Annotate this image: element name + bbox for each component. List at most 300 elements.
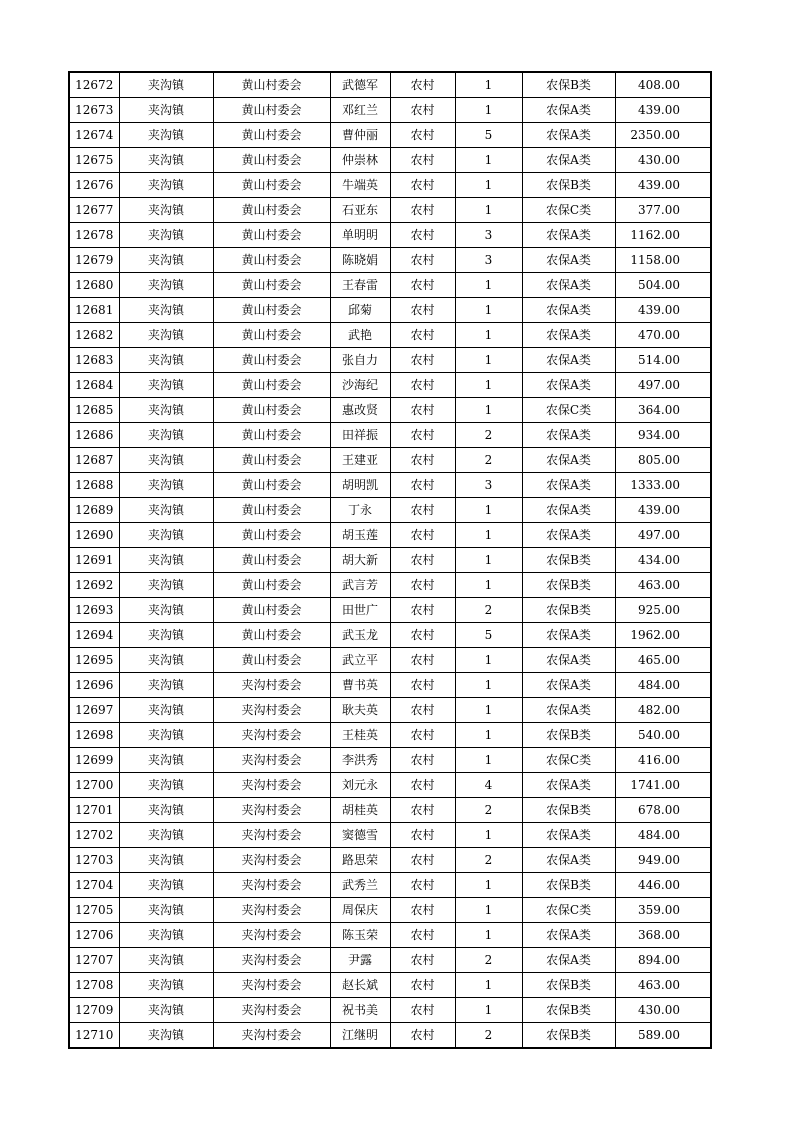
- household-count-cell: 1: [455, 573, 522, 598]
- row-id-cell: 12672: [69, 72, 119, 98]
- row-id-cell: 12676: [69, 173, 119, 198]
- town-cell: 夹沟镇: [119, 873, 213, 898]
- row-id-cell: 12691: [69, 548, 119, 573]
- insurance-category-cell: 农保A类: [522, 648, 615, 673]
- row-id-cell: 12702: [69, 823, 119, 848]
- household-count-cell: 5: [455, 123, 522, 148]
- town-cell: 夹沟镇: [119, 273, 213, 298]
- household-count-cell: 2: [455, 423, 522, 448]
- town-cell: 夹沟镇: [119, 123, 213, 148]
- village-committee-cell: 黄山村委会: [213, 273, 330, 298]
- name-cell: 曹仲丽: [330, 123, 390, 148]
- row-id-cell: 12699: [69, 748, 119, 773]
- town-cell: 夹沟镇: [119, 973, 213, 998]
- name-cell: 丁永: [330, 498, 390, 523]
- town-cell: 夹沟镇: [119, 923, 213, 948]
- area-type-cell: 农村: [390, 923, 455, 948]
- insurance-category-cell: 农保C类: [522, 198, 615, 223]
- name-cell: 耿夫英: [330, 698, 390, 723]
- household-count-cell: 4: [455, 773, 522, 798]
- area-type-cell: 农村: [390, 748, 455, 773]
- town-cell: 夹沟镇: [119, 773, 213, 798]
- name-cell: 张自力: [330, 348, 390, 373]
- name-cell: 胡大新: [330, 548, 390, 573]
- name-cell: 赵长斌: [330, 973, 390, 998]
- document-page: [68, 71, 710, 1049]
- area-type-cell: 农村: [390, 498, 455, 523]
- name-cell: 单明明: [330, 223, 390, 248]
- insurance-category-cell: 农保A类: [522, 948, 615, 973]
- town-cell: 夹沟镇: [119, 173, 213, 198]
- town-cell: 夹沟镇: [119, 698, 213, 723]
- amount-cell: 430.00: [615, 998, 711, 1023]
- household-count-cell: 3: [455, 473, 522, 498]
- town-cell: 夹沟镇: [119, 72, 213, 98]
- insurance-category-cell: 农保A类: [522, 673, 615, 698]
- table-row: [69, 698, 711, 723]
- name-cell: 武德军: [330, 72, 390, 98]
- area-type-cell: 农村: [390, 548, 455, 573]
- name-cell: 刘元永: [330, 773, 390, 798]
- amount-cell: 439.00: [615, 298, 711, 323]
- table-row: [69, 198, 711, 223]
- town-cell: 夹沟镇: [119, 548, 213, 573]
- amount-cell: 408.00: [615, 72, 711, 98]
- row-id-cell: 12687: [69, 448, 119, 473]
- amount-cell: 934.00: [615, 423, 711, 448]
- insurance-category-cell: 农保B类: [522, 173, 615, 198]
- household-count-cell: 1: [455, 548, 522, 573]
- household-count-cell: 1: [455, 498, 522, 523]
- row-id-cell: 12695: [69, 648, 119, 673]
- household-count-cell: 1: [455, 923, 522, 948]
- table-row: [69, 823, 711, 848]
- town-cell: 夹沟镇: [119, 723, 213, 748]
- table-row: [69, 98, 711, 123]
- village-committee-cell: 黄山村委会: [213, 598, 330, 623]
- table-row: [69, 273, 711, 298]
- insurance-category-cell: 农保A类: [522, 423, 615, 448]
- village-committee-cell: 夹沟村委会: [213, 898, 330, 923]
- village-committee-cell: 黄山村委会: [213, 623, 330, 648]
- household-count-cell: 3: [455, 223, 522, 248]
- village-committee-cell: 夹沟村委会: [213, 723, 330, 748]
- row-id-cell: 12685: [69, 398, 119, 423]
- town-cell: 夹沟镇: [119, 748, 213, 773]
- area-type-cell: 农村: [390, 273, 455, 298]
- table-row: [69, 748, 711, 773]
- area-type-cell: 农村: [390, 898, 455, 923]
- row-id-cell: 12708: [69, 973, 119, 998]
- row-id-cell: 12678: [69, 223, 119, 248]
- row-id-cell: 12706: [69, 923, 119, 948]
- household-count-cell: 2: [455, 948, 522, 973]
- name-cell: 仲崇林: [330, 148, 390, 173]
- table-row: [69, 123, 711, 148]
- table-row: [69, 1023, 711, 1049]
- village-committee-cell: 夹沟村委会: [213, 823, 330, 848]
- town-cell: 夹沟镇: [119, 1023, 213, 1049]
- village-committee-cell: 黄山村委会: [213, 323, 330, 348]
- village-committee-cell: 黄山村委会: [213, 523, 330, 548]
- household-count-cell: 1: [455, 323, 522, 348]
- amount-cell: 470.00: [615, 323, 711, 348]
- town-cell: 夹沟镇: [119, 473, 213, 498]
- household-count-cell: 1: [455, 898, 522, 923]
- insurance-category-cell: 农保A类: [522, 498, 615, 523]
- village-committee-cell: 黄山村委会: [213, 423, 330, 448]
- household-count-cell: 2: [455, 848, 522, 873]
- amount-cell: 484.00: [615, 673, 711, 698]
- area-type-cell: 农村: [390, 248, 455, 273]
- household-count-cell: 1: [455, 973, 522, 998]
- insurance-category-cell: 农保B类: [522, 798, 615, 823]
- table-row: [69, 473, 711, 498]
- name-cell: 田世广: [330, 598, 390, 623]
- household-count-cell: 2: [455, 448, 522, 473]
- insurance-category-cell: 农保C类: [522, 748, 615, 773]
- village-committee-cell: 夹沟村委会: [213, 998, 330, 1023]
- area-type-cell: 农村: [390, 348, 455, 373]
- table-row: [69, 623, 711, 648]
- household-count-cell: 1: [455, 348, 522, 373]
- row-id-cell: 12683: [69, 348, 119, 373]
- table-row: [69, 948, 711, 973]
- village-committee-cell: 夹沟村委会: [213, 973, 330, 998]
- village-committee-cell: 夹沟村委会: [213, 873, 330, 898]
- amount-cell: 416.00: [615, 748, 711, 773]
- name-cell: 石亚东: [330, 198, 390, 223]
- name-cell: 江继明: [330, 1023, 390, 1049]
- amount-cell: 497.00: [615, 373, 711, 398]
- village-committee-cell: 黄山村委会: [213, 398, 330, 423]
- table-row: [69, 72, 711, 98]
- amount-cell: 949.00: [615, 848, 711, 873]
- amount-cell: 463.00: [615, 973, 711, 998]
- household-count-cell: 1: [455, 298, 522, 323]
- amount-cell: 540.00: [615, 723, 711, 748]
- insurance-category-cell: 农保B类: [522, 973, 615, 998]
- town-cell: 夹沟镇: [119, 598, 213, 623]
- amount-cell: 364.00: [615, 398, 711, 423]
- amount-cell: 805.00: [615, 448, 711, 473]
- household-count-cell: 1: [455, 72, 522, 98]
- household-count-cell: 1: [455, 823, 522, 848]
- table-row: [69, 298, 711, 323]
- amount-cell: 439.00: [615, 173, 711, 198]
- insurance-category-cell: 农保A类: [522, 773, 615, 798]
- name-cell: 路思荣: [330, 848, 390, 873]
- table-row: [69, 398, 711, 423]
- row-id-cell: 12701: [69, 798, 119, 823]
- amount-cell: 359.00: [615, 898, 711, 923]
- name-cell: 惠改贤: [330, 398, 390, 423]
- name-cell: 李洪秀: [330, 748, 390, 773]
- household-count-cell: 1: [455, 648, 522, 673]
- household-count-cell: 1: [455, 398, 522, 423]
- household-count-cell: 1: [455, 198, 522, 223]
- table-row: [69, 598, 711, 623]
- insurance-category-cell: 农保A类: [522, 123, 615, 148]
- area-type-cell: 农村: [390, 998, 455, 1023]
- amount-cell: 377.00: [615, 198, 711, 223]
- village-committee-cell: 夹沟村委会: [213, 748, 330, 773]
- row-id-cell: 12690: [69, 523, 119, 548]
- row-id-cell: 12697: [69, 698, 119, 723]
- row-id-cell: 12693: [69, 598, 119, 623]
- table-row: [69, 148, 711, 173]
- household-count-cell: 1: [455, 873, 522, 898]
- name-cell: 沙海纪: [330, 373, 390, 398]
- name-cell: 牛端英: [330, 173, 390, 198]
- amount-cell: 430.00: [615, 148, 711, 173]
- insurance-category-cell: 农保B类: [522, 873, 615, 898]
- row-id-cell: 12679: [69, 248, 119, 273]
- insurance-category-cell: 农保A类: [522, 623, 615, 648]
- insurance-category-cell: 农保A类: [522, 823, 615, 848]
- town-cell: 夹沟镇: [119, 298, 213, 323]
- insurance-category-cell: 农保C类: [522, 898, 615, 923]
- row-id-cell: 12705: [69, 898, 119, 923]
- amount-cell: 482.00: [615, 698, 711, 723]
- table-row: [69, 548, 711, 573]
- name-cell: 王桂英: [330, 723, 390, 748]
- amount-cell: 434.00: [615, 548, 711, 573]
- village-committee-cell: 夹沟村委会: [213, 673, 330, 698]
- row-id-cell: 12707: [69, 948, 119, 973]
- row-id-cell: 12686: [69, 423, 119, 448]
- village-committee-cell: 夹沟村委会: [213, 773, 330, 798]
- row-id-cell: 12692: [69, 573, 119, 598]
- table-body: [69, 72, 711, 1048]
- name-cell: 王春雷: [330, 273, 390, 298]
- household-count-cell: 1: [455, 98, 522, 123]
- row-id-cell: 12677: [69, 198, 119, 223]
- name-cell: 陈玉荣: [330, 923, 390, 948]
- town-cell: 夹沟镇: [119, 498, 213, 523]
- amount-cell: 2350.00: [615, 123, 711, 148]
- row-id-cell: 12703: [69, 848, 119, 873]
- village-committee-cell: 夹沟村委会: [213, 698, 330, 723]
- household-count-cell: 1: [455, 523, 522, 548]
- amount-cell: 465.00: [615, 648, 711, 673]
- town-cell: 夹沟镇: [119, 898, 213, 923]
- amount-cell: 589.00: [615, 1023, 711, 1049]
- insurance-category-cell: 农保B类: [522, 573, 615, 598]
- town-cell: 夹沟镇: [119, 848, 213, 873]
- table-row: [69, 448, 711, 473]
- insurance-category-cell: 农保A类: [522, 98, 615, 123]
- amount-cell: 678.00: [615, 798, 711, 823]
- town-cell: 夹沟镇: [119, 673, 213, 698]
- area-type-cell: 农村: [390, 373, 455, 398]
- insurance-category-cell: 农保A类: [522, 148, 615, 173]
- name-cell: 陈晓娟: [330, 248, 390, 273]
- town-cell: 夹沟镇: [119, 823, 213, 848]
- area-type-cell: 农村: [390, 948, 455, 973]
- amount-cell: 1162.00: [615, 223, 711, 248]
- name-cell: 曹书英: [330, 673, 390, 698]
- name-cell: 邓红兰: [330, 98, 390, 123]
- row-id-cell: 12700: [69, 773, 119, 798]
- insurance-category-cell: 农保A类: [522, 923, 615, 948]
- row-id-cell: 12680: [69, 273, 119, 298]
- area-type-cell: 农村: [390, 848, 455, 873]
- table-row: [69, 173, 711, 198]
- amount-cell: 1962.00: [615, 623, 711, 648]
- table-row: [69, 998, 711, 1023]
- insurance-category-cell: 农保A类: [522, 373, 615, 398]
- household-count-cell: 1: [455, 723, 522, 748]
- area-type-cell: 农村: [390, 173, 455, 198]
- insurance-category-cell: 农保B类: [522, 1023, 615, 1049]
- table-row: [69, 248, 711, 273]
- insurance-category-cell: 农保A类: [522, 448, 615, 473]
- village-committee-cell: 夹沟村委会: [213, 848, 330, 873]
- amount-cell: 925.00: [615, 598, 711, 623]
- insurance-category-cell: 农保B类: [522, 72, 615, 98]
- town-cell: 夹沟镇: [119, 148, 213, 173]
- area-type-cell: 农村: [390, 423, 455, 448]
- area-type-cell: 农村: [390, 598, 455, 623]
- row-id-cell: 12674: [69, 123, 119, 148]
- row-id-cell: 12696: [69, 673, 119, 698]
- area-type-cell: 农村: [390, 673, 455, 698]
- table-row: [69, 848, 711, 873]
- area-type-cell: 农村: [390, 1023, 455, 1049]
- town-cell: 夹沟镇: [119, 798, 213, 823]
- village-committee-cell: 夹沟村委会: [213, 798, 330, 823]
- table-row: [69, 873, 711, 898]
- row-id-cell: 12681: [69, 298, 119, 323]
- household-count-cell: 2: [455, 798, 522, 823]
- name-cell: 武言芳: [330, 573, 390, 598]
- amount-cell: 368.00: [615, 923, 711, 948]
- name-cell: 胡玉莲: [330, 523, 390, 548]
- amount-cell: 1158.00: [615, 248, 711, 273]
- area-type-cell: 农村: [390, 198, 455, 223]
- name-cell: 邱菊: [330, 298, 390, 323]
- table-row: [69, 223, 711, 248]
- insurance-category-cell: 农保A类: [522, 223, 615, 248]
- household-count-cell: 1: [455, 273, 522, 298]
- table-row: [69, 923, 711, 948]
- table-row: [69, 373, 711, 398]
- table-row: [69, 348, 711, 373]
- village-committee-cell: 黄山村委会: [213, 198, 330, 223]
- town-cell: 夹沟镇: [119, 348, 213, 373]
- area-type-cell: 农村: [390, 398, 455, 423]
- insurance-category-cell: 农保B类: [522, 548, 615, 573]
- table-row: [69, 573, 711, 598]
- insurance-category-cell: 农保A类: [522, 698, 615, 723]
- household-count-cell: 1: [455, 673, 522, 698]
- village-committee-cell: 黄山村委会: [213, 648, 330, 673]
- area-type-cell: 农村: [390, 698, 455, 723]
- table-row: [69, 973, 711, 998]
- town-cell: 夹沟镇: [119, 623, 213, 648]
- area-type-cell: 农村: [390, 573, 455, 598]
- insurance-category-cell: 农保A类: [522, 248, 615, 273]
- village-committee-cell: 黄山村委会: [213, 348, 330, 373]
- area-type-cell: 农村: [390, 773, 455, 798]
- insurance-category-cell: 农保C类: [522, 398, 615, 423]
- town-cell: 夹沟镇: [119, 423, 213, 448]
- town-cell: 夹沟镇: [119, 523, 213, 548]
- amount-cell: 439.00: [615, 498, 711, 523]
- insurance-category-cell: 农保B类: [522, 998, 615, 1023]
- town-cell: 夹沟镇: [119, 198, 213, 223]
- area-type-cell: 农村: [390, 648, 455, 673]
- area-type-cell: 农村: [390, 798, 455, 823]
- insurance-category-cell: 农保B类: [522, 598, 615, 623]
- village-committee-cell: 黄山村委会: [213, 173, 330, 198]
- insurance-category-cell: 农保A类: [522, 848, 615, 873]
- area-type-cell: 农村: [390, 473, 455, 498]
- village-committee-cell: 黄山村委会: [213, 98, 330, 123]
- name-cell: 祝书美: [330, 998, 390, 1023]
- amount-cell: 484.00: [615, 823, 711, 848]
- amount-cell: 894.00: [615, 948, 711, 973]
- insurance-category-cell: 农保A类: [522, 523, 615, 548]
- area-type-cell: 农村: [390, 448, 455, 473]
- town-cell: 夹沟镇: [119, 248, 213, 273]
- household-count-cell: 1: [455, 173, 522, 198]
- name-cell: 胡桂英: [330, 798, 390, 823]
- insurance-category-cell: 农保A类: [522, 473, 615, 498]
- area-type-cell: 农村: [390, 298, 455, 323]
- row-id-cell: 12704: [69, 873, 119, 898]
- name-cell: 窦德雪: [330, 823, 390, 848]
- name-cell: 武艳: [330, 323, 390, 348]
- amount-cell: 439.00: [615, 98, 711, 123]
- table-row: [69, 323, 711, 348]
- village-committee-cell: 黄山村委会: [213, 72, 330, 98]
- table-row: [69, 773, 711, 798]
- household-count-cell: 2: [455, 1023, 522, 1049]
- table-row: [69, 723, 711, 748]
- row-id-cell: 12709: [69, 998, 119, 1023]
- household-count-cell: 1: [455, 148, 522, 173]
- town-cell: 夹沟镇: [119, 398, 213, 423]
- row-id-cell: 12682: [69, 323, 119, 348]
- table-row: [69, 898, 711, 923]
- amount-cell: 446.00: [615, 873, 711, 898]
- village-committee-cell: 黄山村委会: [213, 148, 330, 173]
- village-committee-cell: 黄山村委会: [213, 473, 330, 498]
- row-id-cell: 12694: [69, 623, 119, 648]
- village-committee-cell: 夹沟村委会: [213, 948, 330, 973]
- insurance-category-cell: 农保A类: [522, 298, 615, 323]
- town-cell: 夹沟镇: [119, 448, 213, 473]
- table-row: [69, 423, 711, 448]
- name-cell: 武玉龙: [330, 623, 390, 648]
- village-committee-cell: 黄山村委会: [213, 573, 330, 598]
- table-row: [69, 798, 711, 823]
- village-committee-cell: 黄山村委会: [213, 448, 330, 473]
- insurance-category-cell: 农保A类: [522, 323, 615, 348]
- row-id-cell: 12684: [69, 373, 119, 398]
- village-committee-cell: 黄山村委会: [213, 123, 330, 148]
- table-row: [69, 523, 711, 548]
- insurance-category-cell: 农保B类: [522, 723, 615, 748]
- name-cell: 胡明凯: [330, 473, 390, 498]
- town-cell: 夹沟镇: [119, 223, 213, 248]
- town-cell: 夹沟镇: [119, 573, 213, 598]
- village-committee-cell: 黄山村委会: [213, 248, 330, 273]
- household-count-cell: 2: [455, 598, 522, 623]
- town-cell: 夹沟镇: [119, 373, 213, 398]
